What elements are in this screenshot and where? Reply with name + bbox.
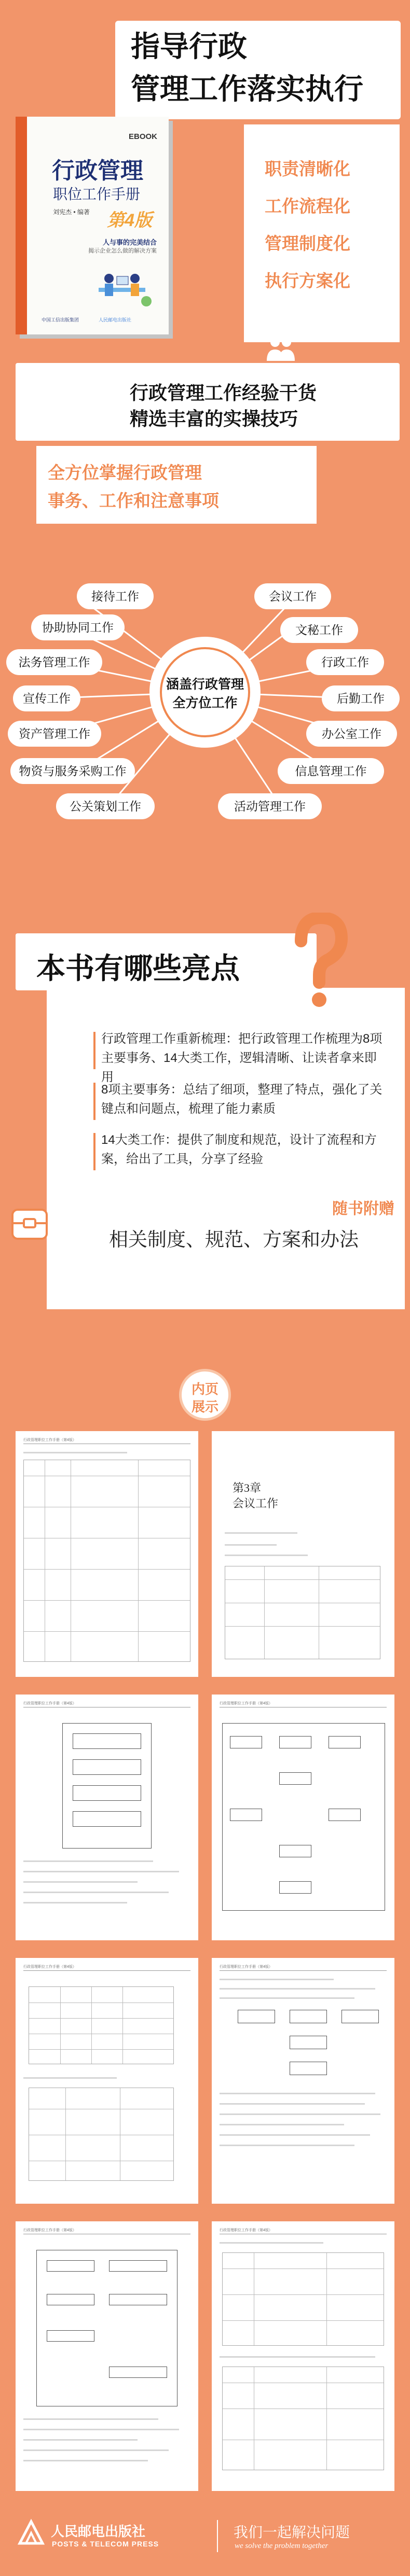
question-mark-icon [291, 913, 348, 1011]
highlight-point-3: 14大类工作：提供了制度和规范，设计了流程和方案，给出了工具，分享了经验 [101, 1133, 377, 1166]
grasp-box [36, 446, 317, 524]
work-item: 宣传工作 [13, 685, 80, 711]
work-item: 行政工作 [306, 649, 384, 675]
experience-line1: 行政管理工作经验干货 [130, 382, 317, 403]
work-item: 办公室工作 [306, 721, 397, 747]
running-header: 行政管理职位工作手册（第4版） [23, 1438, 76, 1442]
running-header: 行政管理职位工作手册（第4版） [220, 1965, 272, 1969]
work-item: 接待工作 [77, 583, 154, 609]
footer-divider [217, 2520, 218, 2552]
inner-page-1 [16, 1431, 198, 1677]
feature-1: 职责清晰化 [265, 159, 350, 178]
work-item: 资产管理工作 [8, 721, 101, 747]
work-item: 公关策划工作 [56, 793, 155, 819]
inner-page-6 [212, 1958, 394, 2204]
feature-4: 执行方案化 [265, 271, 350, 290]
running-header: 行政管理职位工作手册（第4版） [23, 2229, 76, 2232]
inner-label-line1: 内页 [191, 1381, 218, 1397]
work-item: 物资与服务采购工作 [10, 758, 135, 784]
inner-page-2 [212, 1431, 394, 1677]
publisher-name-en: POSTS & TELECOM PRESS [52, 2540, 159, 2548]
inner-page-5 [16, 1958, 198, 2204]
work-item: 协助协同工作 [31, 614, 125, 640]
hub-line1: 涵盖行政管理 [166, 677, 244, 692]
slogan-en: we solve the problem together [235, 2542, 329, 2550]
people-icon [265, 336, 296, 363]
work-item: 法务管理工作 [6, 649, 102, 675]
book-title: 行政管理 [52, 158, 143, 184]
slogan: 我们一起解决问题 [234, 2524, 350, 2540]
book-series: EBOOK [128, 132, 157, 141]
running-header: 行政管理职位工作手册（第4版） [23, 1702, 76, 1705]
work-item: 后勤工作 [322, 685, 400, 711]
running-header: 行政管理职位工作手册（第4版） [23, 1965, 76, 1969]
feature-panel [244, 124, 400, 342]
gift-content: 相关制度、规范、方案和办法 [109, 1229, 359, 1250]
book-subtitle: 职位工作手册 [53, 186, 141, 202]
grasp-line2: 事务、工作和注意事项 [48, 491, 219, 510]
chapter-number: 第3章 [233, 1481, 262, 1494]
highlights-title-box [16, 933, 317, 990]
inner-page-3 [16, 1695, 198, 1940]
running-header: 行政管理职位工作手册（第4版） [220, 1702, 272, 1705]
book-tagline2: 揭示企业怎么做的解决方案 [88, 248, 157, 254]
book-tagline: 人与事的完美结合 [102, 239, 157, 246]
publisher-logo-icon [16, 2517, 47, 2549]
grasp-line1: 全方位掌握行政管理 [48, 463, 202, 482]
book-cover [16, 117, 169, 334]
gift-box-icon [11, 1206, 48, 1242]
work-item: 文秘工作 [280, 617, 358, 643]
inner-pages-badge [179, 1369, 231, 1421]
experience-box [16, 363, 400, 441]
inner-page-4 [212, 1695, 394, 1940]
book-spine [16, 117, 27, 334]
feature-2: 工作流程化 [265, 197, 350, 216]
gift-title: 随书附赠 [332, 1200, 394, 1217]
hero-title-line2: 管理工作落实执行 [131, 73, 363, 105]
experience-line2: 精选丰富的实操技巧 [130, 408, 298, 429]
work-item: 活动管理工作 [218, 793, 322, 819]
page-table [23, 1460, 190, 1662]
inner-page-8 [212, 2221, 394, 2491]
highlights-title: 本书有哪些亮点 [36, 952, 240, 985]
hub-line2: 全方位工作 [172, 696, 238, 710]
work-item: 会议工作 [254, 583, 331, 609]
highlight-bar [93, 1083, 95, 1120]
works-hub [156, 643, 254, 741]
title-box [115, 21, 401, 119]
book-illustration [88, 267, 156, 311]
book-publisher-left: 中国工信出版集团 [42, 317, 79, 323]
highlight-bar [93, 1133, 95, 1170]
publisher-name: 人民邮电出版社 [51, 2524, 146, 2539]
hero-title-line1: 指导行政 [131, 30, 247, 63]
highlight-bar [93, 1032, 95, 1069]
feature-3: 管理制度化 [265, 234, 350, 253]
book-author: 刘宪杰 • 编著 [53, 208, 90, 216]
running-header: 行政管理职位工作手册（第4版） [220, 2229, 272, 2232]
work-item: 信息管理工作 [278, 758, 384, 784]
inner-page-7 [16, 2221, 198, 2491]
inner-label-line2: 展示 [191, 1399, 218, 1415]
book-publisher-right: 人民邮电出版社 [99, 317, 132, 323]
book-edition: 第4版 [107, 211, 152, 230]
chapter-title: 会议工作 [233, 1497, 279, 1510]
highlight-point-1: 行政管理工作重新梳理：把行政管理工作梳理为8项主要事务、14大类工作，逻辑清晰、让读者拿来即用 [101, 1032, 382, 1084]
highlight-point-2: 8项主要事务：总结了细项，整理了特点，强化了关键点和问题点，梳理了能力素质 [101, 1083, 382, 1116]
